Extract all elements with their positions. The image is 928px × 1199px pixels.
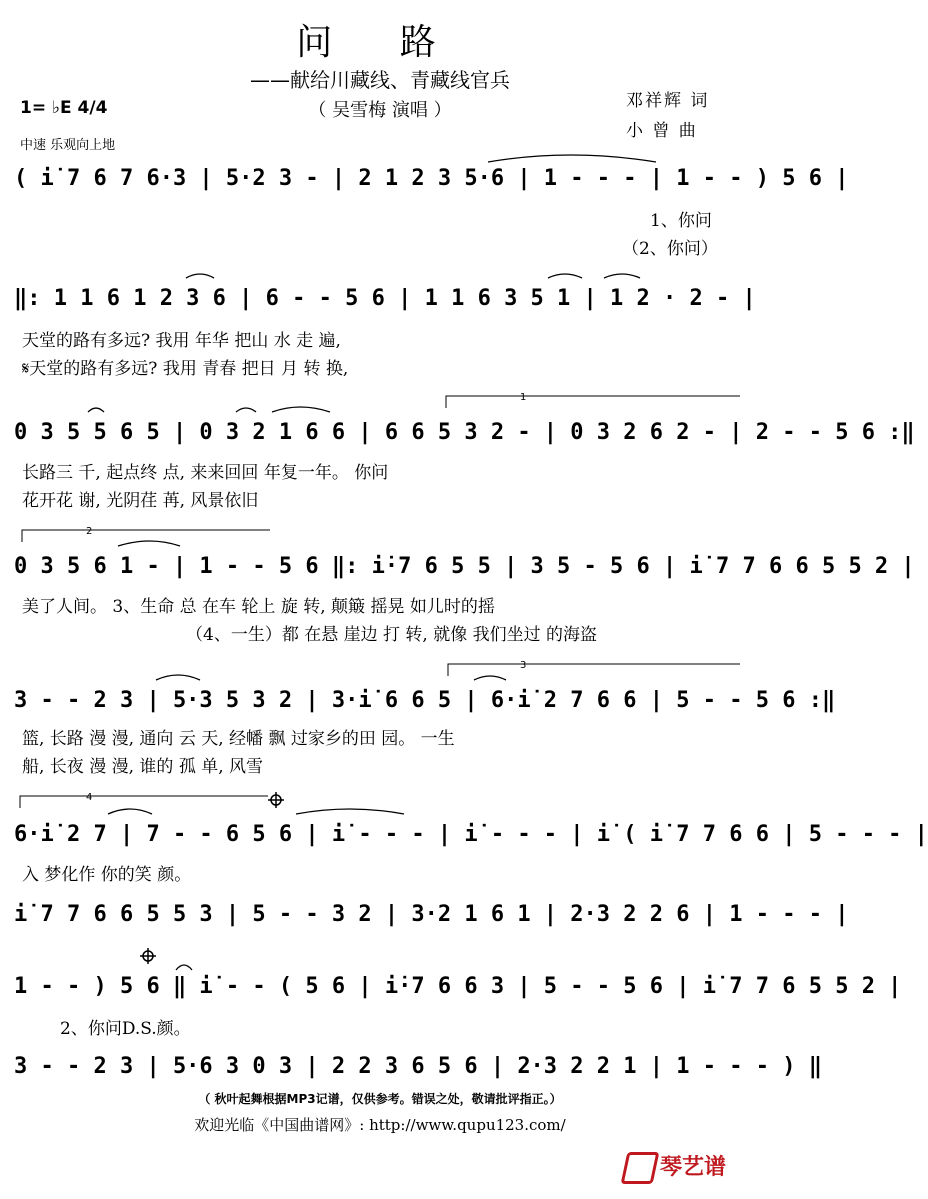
- subtitle: ——献给川藏线、青藏线官兵: [250, 68, 510, 92]
- score-row-5-notes: 3 - - 2 3 | 5·3 5 3 2 | 3·i̇ 6 6 5 | 6·i̇ 2 7 6 6 | 5 - - 5 6 :‖: [14, 688, 836, 713]
- score-row-1-lyric-2: （2、你问）: [622, 239, 718, 259]
- volta-3: [448, 664, 740, 676]
- slur-row5-b: [474, 676, 506, 680]
- fermata-icon: [176, 965, 192, 970]
- tempo-marking: 中速 乐观向上地: [20, 138, 116, 153]
- slur-row5-a: [156, 675, 200, 680]
- coda-icon: [268, 792, 284, 808]
- key-signature: 1= ♭E 4/4: [20, 98, 108, 118]
- score-row-4-lyric-2: （4、一生）都 在悬 崖边 打 转, 就像 我们坐过 的海盗: [186, 625, 598, 645]
- score-row-5-lyric-2: 船, 长夜 漫 漫, 谁的 孤 单, 风雪: [22, 757, 264, 777]
- logo-text: 琴艺谱: [660, 1155, 727, 1180]
- slur-row6-b: [296, 809, 404, 814]
- score-row-9-notes: 3 - - 2 3 | 5·6 3 0 3 | 2 2 3 6 5 6 | 2·3 2 2 1 | 1 - - - ) ‖: [14, 1054, 822, 1079]
- volta-2-label: 2: [86, 526, 93, 537]
- slur-row2-b: [548, 274, 582, 278]
- slur-row3-a: [236, 408, 256, 412]
- singer-credit: （ 吴雪梅 演唱 ）: [308, 100, 452, 121]
- score-row-2-lyric-1: 天堂的路有多远? 我用 年华 把山 水 走 遍,: [22, 331, 341, 351]
- slur-row6-a: [108, 809, 152, 814]
- volta-1-label: 1: [520, 392, 527, 403]
- volta-4: [20, 796, 268, 808]
- score-row-4-lyric-1: 美了人间。 3、生命 总 在车 轮上 旋 转, 颠簸 摇晃 如儿时的摇: [22, 597, 495, 617]
- volta-4-label: 4: [86, 792, 93, 803]
- score-row-3-notes: 0 3 5 5 6 5 | 0 3 2 1 6 6 | 6 6 5 3 2 - | 0 3 2 6 2 - | 2 - - 5 6 :‖: [14, 420, 915, 445]
- score-row-8-notes: 1 - - ) 5 6 ‖ i̇ - - ( 5 6 | i̇·7 6 6 3 | 5 - - 5 6 | i̇ 7 7 6 5 5 2 |: [14, 974, 902, 999]
- score-row-2-lyric-2: 𝄋天堂的路有多远? 我用 青春 把日 月 转 换,: [22, 359, 349, 379]
- slur-row3-c: [88, 408, 104, 412]
- volta-2: [22, 530, 270, 542]
- score-row-8-lyric-1: 2、你问D.S.颜。: [60, 1019, 191, 1039]
- transcription-note: （ 秋叶起舞根据MP3记谱，仅供参考。错误之处，敬请批评指正。）: [198, 1092, 562, 1106]
- score-row-5-lyric-1: 篮, 长路 漫 漫, 通向 云 天, 经幡 飘 过家乡的田 园。 一生: [22, 729, 455, 749]
- score-row-3-lyric-2: 花开花 谢, 光阴荏 苒, 风景依旧: [22, 491, 259, 511]
- score-row-1-notes: ( i̇ 7 6 7 6·3 | 5·2 3 - | 2 1 2 3 5·6 | 1 - - - | 1 - - ) 5 6 |: [14, 166, 849, 191]
- slur-row2-c: [604, 274, 640, 278]
- composer-credit: 小 曾 曲: [626, 121, 698, 141]
- score-row-3-lyric-1: 长路三 千, 起点终 点, 来来回回 年复一年。 你问: [22, 463, 389, 483]
- site-link-text[interactable]: 欢迎光临《中国曲谱网》: http://www.qupu123.com/: [194, 1116, 566, 1134]
- volta-3-label: 3: [520, 660, 527, 671]
- slur-row1: [488, 155, 656, 162]
- score-row-2-notes: ‖: 1 1 6 1 2 3 6 | 6 - - 5 6 | 1 1 6 3 5 1 | 1 2 · 2 - |: [14, 286, 756, 311]
- slur-row4: [118, 541, 180, 546]
- score-row-4-notes: 0 3 5 6 1 - | 1 - - 5 6 ‖: i̇·7 6 5 5 | 3 5 - 5 6 | i̇ 7 7 6 6 5 5 2 |: [14, 554, 915, 579]
- slur-row2-a: [186, 274, 214, 278]
- score-row-7-notes: i̇ 7 7 6 6 5 5 3 | 5 - - 3 2 | 3·2 1 6 1 | 2·3 2 2 6 | 1 - - - |: [14, 902, 849, 927]
- page-title: 问 路: [296, 22, 464, 63]
- score-row-6-notes: 6·i̇ 2 7 | 7 - - 6 5 6 | i̇ - - - | i̇ - - - | i̇ ( i̇ 7 7 6 6 | 5 - - - |: [14, 822, 928, 847]
- score-row-1-lyric-1: 1、你问: [650, 211, 712, 231]
- coda-icon-2: [140, 948, 156, 964]
- lyricist-credit: 邓祥辉 词: [626, 91, 710, 111]
- score-row-6-lyric-1: 入 梦化作 你的笑 颜。: [22, 865, 192, 885]
- volta-1: [446, 396, 740, 408]
- slur-row3-b: [272, 407, 330, 412]
